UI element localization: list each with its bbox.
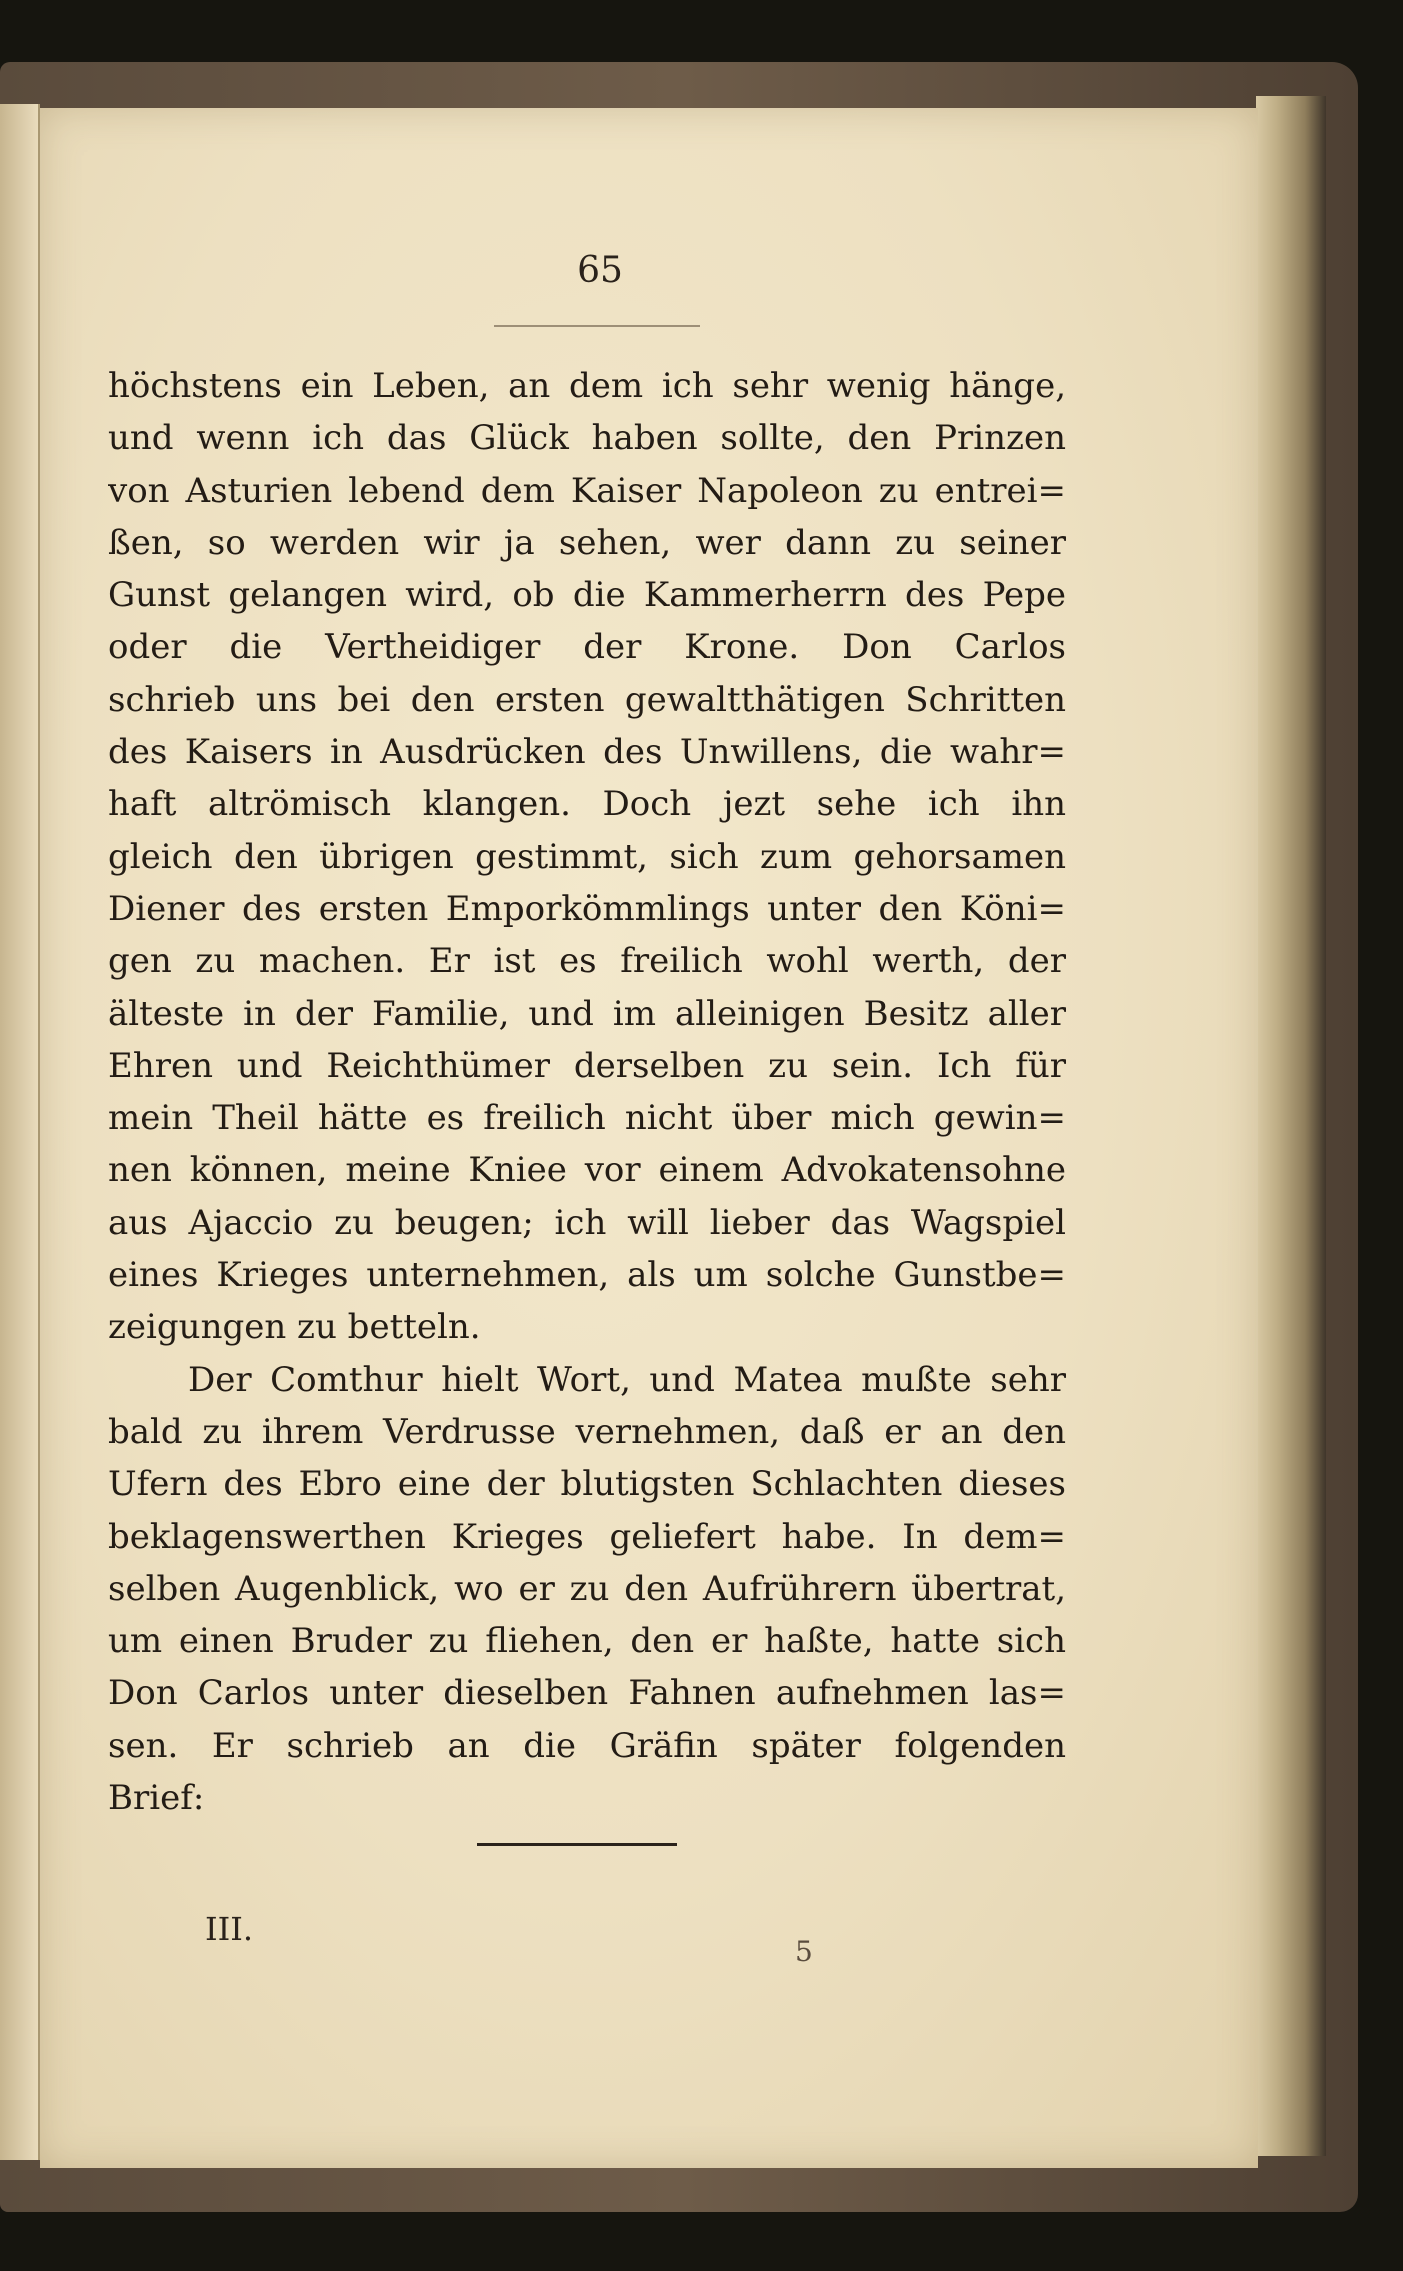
paragraph — [108, 360, 1066, 1354]
closing-rule — [477, 1843, 677, 1846]
page-edges — [1256, 96, 1326, 2156]
text-line: des Kaisers in Ausdrücken des Unwillens, die wahr= — [108, 732, 1066, 773]
paragraph — [108, 1354, 1066, 1825]
text-line: haft altrömisch klangen. Doch jezt sehe ich ihn — [108, 784, 1066, 825]
text-line: Der Comthur hielt Wort, und Matea mußte sehr — [188, 1359, 1066, 1400]
text-line: beklagenswerthen Krieges geliefert habe. In dem= — [108, 1516, 1066, 1557]
text-line: gen zu machen. Er ist es freilich wohl werth, der — [108, 941, 1066, 982]
body-text — [108, 360, 1066, 1824]
text-line: eines Krieges unternehmen, als um solche Gunstbe= — [108, 1255, 1066, 1296]
text-line: schrieb uns bei den ersten gewaltthätigen Schritten — [108, 679, 1066, 720]
text-line: um einen Bruder zu fliehen, den er haßte, hatte sich — [108, 1621, 1066, 1662]
page-number: 65 — [577, 250, 623, 291]
text-line: höchstens ein Leben, an dem ich sehr wenig hänge, — [108, 366, 1066, 406]
text-line: mein Theil hätte es freilich nicht über mich gewin= — [108, 1098, 1066, 1139]
text-line: Ufern des Ebro eine der blutigsten Schlachten dieses — [108, 1464, 1066, 1505]
text-line: Diener des ersten Emporkömmlings unter den Köni= — [108, 888, 1066, 929]
text-line: und wenn ich das Glück haben sollte, den Prinzen — [108, 418, 1066, 459]
left-page-edge — [0, 104, 40, 2160]
text-line: ßen, so werden wir ja sehen, wer dann zu seiner — [108, 522, 1066, 563]
text-line: von Asturien lebend dem Kaiser Napoleon zu entrei= — [108, 470, 1066, 511]
text-line: Gunst gelangen wird, ob die Kammerherrn des Pepe — [108, 575, 1066, 616]
text-line: oder die Vertheidiger der Krone. Don Carlos — [108, 627, 1066, 668]
text-line: älteste in der Familie, und im alleinigen Besitz aller — [108, 993, 1066, 1034]
text-line: Ehren und Reichthümer derselben zu sein. Ich für — [108, 1045, 1066, 1086]
text-line: zeigungen zu betteln. — [108, 1307, 481, 1348]
header-rule — [494, 325, 700, 327]
text-line: nen können, meine Kniee vor einem Advokatensohne — [108, 1150, 1066, 1191]
text-line: bald zu ihrem Verdrusse vernehmen, daß er an den — [108, 1411, 1066, 1452]
page-mark: 5 — [795, 1935, 813, 1968]
text-line: aus Ajaccio zu beugen; ich will lieber das Wagspiel — [108, 1202, 1066, 1243]
signature-mark: III. — [205, 1910, 254, 1948]
text-line: sen. Er schrieb an die Gräfin später folgenden — [108, 1725, 1066, 1766]
text-line: Brief: — [108, 1778, 205, 1819]
text-line: selben Augenblick, wo er zu den Aufrührern übertrat, — [108, 1568, 1066, 1609]
text-line: gleich den übrigen gestimmt, sich zum gehorsamen — [108, 836, 1066, 877]
text-line: Don Carlos unter dieselben Fahnen aufnehmen las= — [108, 1673, 1066, 1714]
